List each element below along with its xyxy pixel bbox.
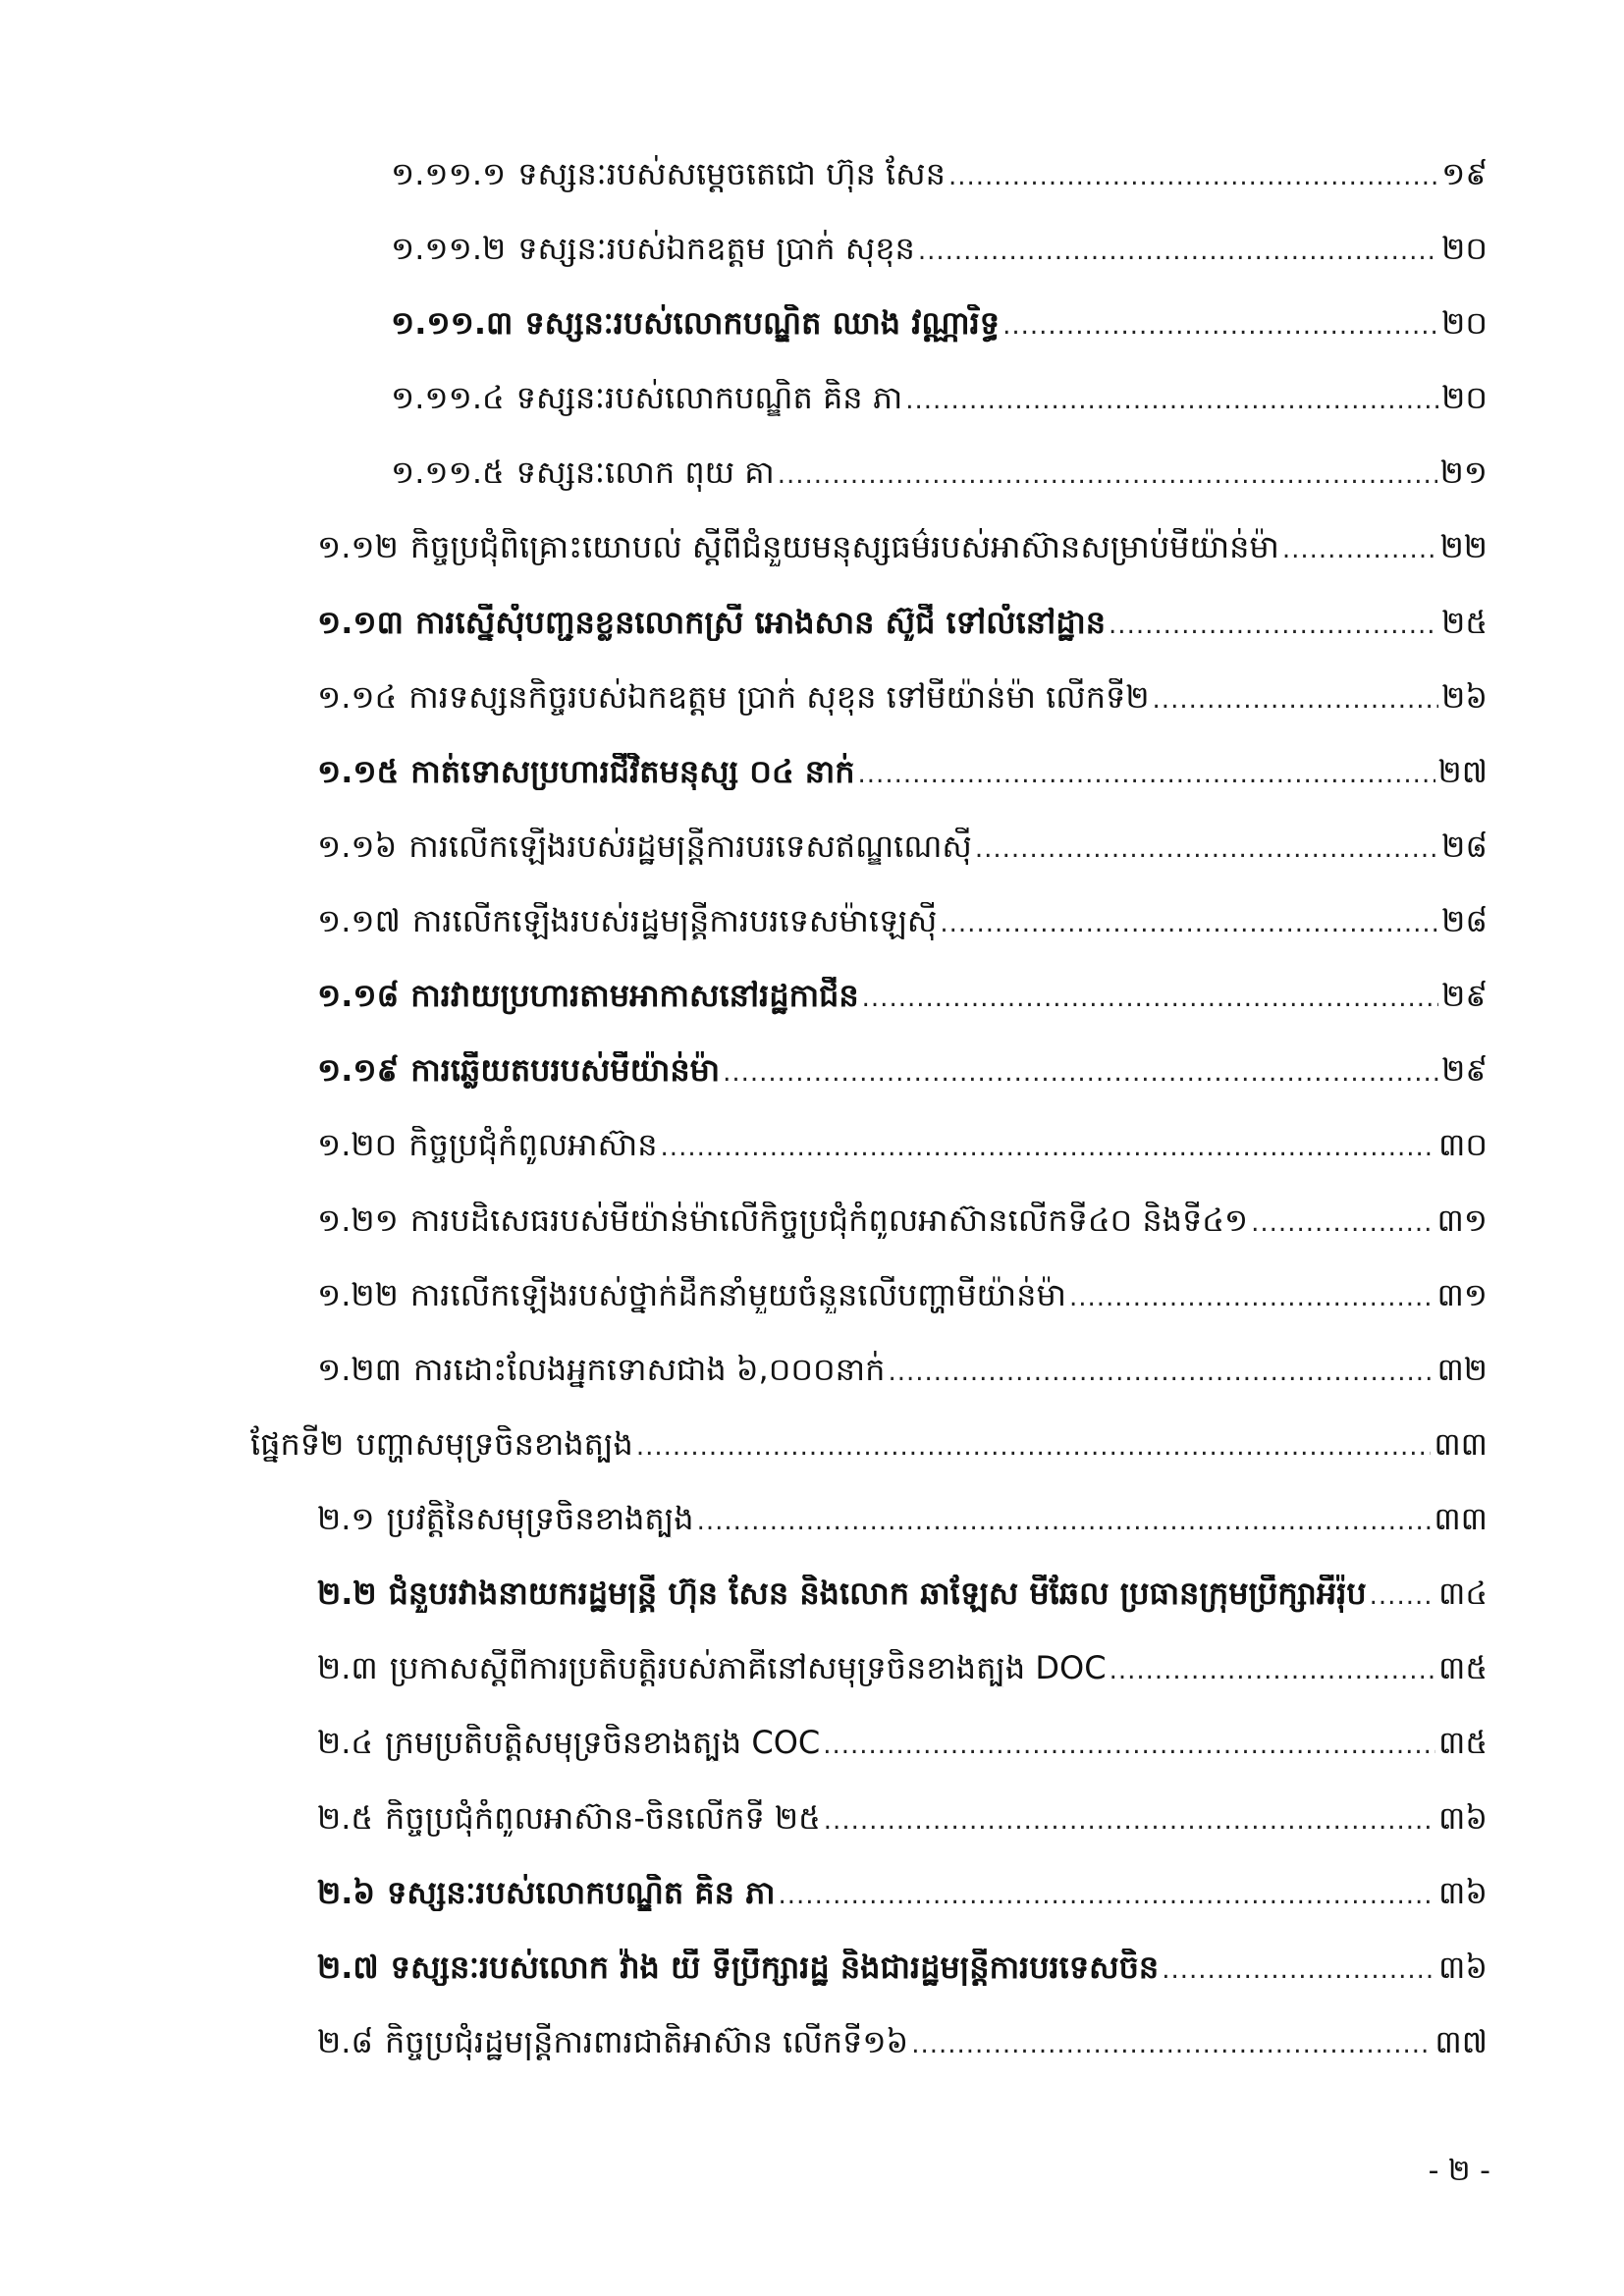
toc-entry-page: ២០ <box>1441 379 1488 417</box>
toc-entry-number: ២.១ <box>317 1500 375 1538</box>
toc-entry-number: ២.២ <box>317 1575 377 1613</box>
toc-entry-number: ១.១៥ <box>317 752 400 790</box>
toc-leader-dots <box>1282 535 1437 565</box>
toc-leader-dots <box>1002 311 1438 342</box>
toc-entry-title: ក្រមប្រតិបត្តិសមុទ្រចិនខាងត្បូង COC <box>385 1724 821 1762</box>
toc-leader-dots <box>888 1358 1434 1388</box>
toc-leader-dots <box>636 1432 1432 1463</box>
toc-entry <box>0 1556 1624 1630</box>
toc-entry <box>0 1706 1624 1781</box>
toc-entry-page: ៣៦ <box>1438 1948 1488 1986</box>
toc-leader-dots <box>778 460 1437 491</box>
toc-entry-page: ៣១ <box>1436 1275 1488 1313</box>
toc-entry-title: ទស្សនៈរបស់លោកបណ្ឌិត គិន ភា <box>515 379 903 417</box>
toc-entry-page: ៣៤ <box>1438 1575 1488 1613</box>
toc-entry-number: ២.៥ <box>317 1798 374 1837</box>
toc-entry-title: កិច្ចប្រជុំកំពូលអាស៊ាន-ចិនលើកទី ២៥ <box>385 1798 821 1837</box>
toc-leader-dots <box>940 909 1438 939</box>
toc-leader-dots <box>823 1731 1435 1761</box>
toc-entry-title: ទស្សនៈរបស់លោកបណ្ឌិត ឈាង វណ្ណារិទ្ធ <box>524 304 1001 343</box>
toc-entry-number: ១.១៤ <box>317 677 398 716</box>
toc-entry-page: ២៨ <box>1441 827 1488 865</box>
toc-entry <box>0 1332 1624 1407</box>
toc-entry-page: ៣២ <box>1436 1350 1488 1388</box>
toc-entry-title: ទស្សនៈរបស់លោកបណ្ឌិត គិន ភា <box>387 1873 776 1911</box>
toc-entry <box>0 660 1624 734</box>
toc-entry-page: ៣៥ <box>1438 1649 1488 1687</box>
toc-leader-dots <box>697 1507 1432 1537</box>
toc-entry-title: ការឆ្លើយតបរបស់មីយ៉ាន់ម៉ា <box>410 1051 721 1090</box>
toc-entry <box>0 1631 1624 1706</box>
toc-entry-page: ៣៦ <box>1438 1798 1488 1837</box>
toc-entry <box>0 1930 1624 2004</box>
toc-entry <box>0 211 1624 286</box>
toc-entry-title: ការដោះលែងអ្នកទោសជាង ៦,០០០នាក់ <box>412 1350 886 1388</box>
toc-entry-number: ១.១១.៥ <box>391 454 505 492</box>
toc-entry <box>0 1855 1624 1930</box>
toc-entry-number: ១.១៣ <box>317 603 404 641</box>
toc-entry-title: ការវាយប្រហារតាមអាកាសនៅរដ្ឋកាជីន <box>410 977 859 1015</box>
toc-entry-page: ២៥ <box>1441 603 1488 641</box>
toc-leader-dots <box>1153 685 1439 716</box>
toc-leader-dots <box>911 2030 1432 2060</box>
toc-entry-number: ២.៧ <box>317 1948 379 1986</box>
toc-entry <box>0 585 1624 660</box>
toc-entry-page: ២៦ <box>1441 677 1488 716</box>
toc-entry-title: កិច្ចប្រជុំរដ្ឋមន្ត្រីការពារជាតិអាស៊ាន លើកទី១៦ <box>385 2022 909 2060</box>
toc-leader-dots <box>824 1806 1435 1837</box>
toc-entry-title: ទស្សនៈរបស់សម្តេចតេជោ ហ៊ុន សែន <box>517 154 946 192</box>
toc-entry-title: ការទស្សនកិច្ចរបស់ឯកឧត្តម ប្រាក់ សុខុន ទៅមីយ៉ាន់ម៉ា លើកទី២ <box>408 677 1150 716</box>
toc-entry-number: ២.៨ <box>317 2022 374 2060</box>
toc-entry <box>0 360 1624 435</box>
toc-entry-title: កាត់ទោសប្រហារជីវិតមនុស្ស ០៤ នាក់ <box>410 752 855 790</box>
toc-entry-title: ការបដិសេធរបស់មីយ៉ាន់ម៉ាលើកិច្ចប្រជុំកំពូលអាស៊ានលើកទី៤០ និងទី៤១ <box>409 1201 1249 1239</box>
toc-entry-number: ១.១១.៣ <box>391 304 514 343</box>
toc-entry-page: ៣៣ <box>1434 1424 1488 1463</box>
toc-leader-dots <box>1110 1656 1435 1686</box>
toc-entry-title: ការលើកឡើងរបស់រដ្ឋមន្ត្រីការបរទេសឥណ្ឌូណេស៊ី <box>408 827 972 865</box>
toc-entry-title: កិច្ចប្រជុំពិគ្រោះយោបល់ ស្តីពីជំនួយមនុស្សធម៌របស់អាស៊ានសម្រាប់មីយ៉ាន់ម៉ា <box>409 528 1279 566</box>
toc-entry <box>0 436 1624 510</box>
toc-entry-number: ១.២៣ <box>317 1350 402 1388</box>
toc-entry-number: ១.២០ <box>317 1126 398 1164</box>
toc-entry-number: ១.១២ <box>317 528 399 566</box>
toc-entry-page: ៣១ <box>1436 1201 1488 1239</box>
toc-entry-page: ២០ <box>1441 304 1488 343</box>
toc-entry <box>0 136 1624 211</box>
toc-entry-page: ៣៦ <box>1438 1873 1488 1911</box>
toc-section-title: បញ្ហាសមុទ្រចិនខាងត្បូង <box>355 1424 633 1463</box>
toc-entry <box>0 286 1624 360</box>
toc-entry <box>0 734 1624 809</box>
toc-leader-dots <box>1162 1955 1435 1986</box>
toc-section-heading <box>0 1407 1624 1481</box>
toc-entry-page: ២០ <box>1441 229 1488 267</box>
toc-entry-page: ១៩ <box>1441 154 1488 192</box>
toc-entry-title: ការស្នើសុំបញ្ជូនខ្លួនលោកស្រី អោងសាន ស៊ូជី ទៅលំនៅដ្ឋាន <box>414 603 1107 641</box>
toc-entry-page: ៣៥ <box>1438 1724 1488 1762</box>
toc-entry-number: ១.១៦ <box>317 827 398 865</box>
toc-leader-dots <box>1109 611 1438 641</box>
toc-leader-dots <box>862 984 1438 1014</box>
toc-entry-page: ២៩ <box>1441 1051 1488 1090</box>
toc-entry-page: ៣៣ <box>1434 1500 1488 1538</box>
toc-entry <box>0 1183 1624 1257</box>
toc-leader-dots <box>1370 1581 1435 1612</box>
toc-entry <box>0 2004 1624 2079</box>
toc-entry <box>0 958 1624 1033</box>
toc-entry-number: ១.១១.២ <box>391 229 507 267</box>
toc-entry-page: ២៨ <box>1441 902 1488 940</box>
toc-entry-number: ១.២១ <box>317 1201 399 1239</box>
toc-entry <box>0 1108 1624 1183</box>
toc-entry-title: កិច្ចប្រជុំកំពូលអាស៊ាន <box>408 1126 658 1164</box>
toc-entry <box>0 1481 1624 1556</box>
toc-entry-number: ១.២២ <box>317 1275 399 1313</box>
toc-leader-dots <box>1251 1208 1434 1239</box>
toc-entry-number: ១.១១.៤ <box>391 379 505 417</box>
toc-leader-dots <box>918 237 1438 267</box>
toc-entry-title: ទស្សនៈលោក ពុយ គា <box>515 454 775 492</box>
toc-entry-number: ១.១១.១ <box>391 154 507 192</box>
toc-section-number: ផ្នែកទី២ <box>250 1424 345 1463</box>
toc-entry-number: ១.១៧ <box>317 902 401 940</box>
toc-leader-dots <box>975 834 1438 865</box>
toc-entry <box>0 1257 1624 1332</box>
toc-entry-number: ២.៦ <box>317 1873 376 1911</box>
toc-entry-page: ២៩ <box>1441 977 1488 1015</box>
toc-entry-page: ៣៧ <box>1435 2022 1488 2060</box>
toc-entry-title: ប្រវត្តិនៃសមុទ្រចិនខាងត្បូង <box>386 1500 694 1538</box>
toc-leader-dots <box>661 1133 1435 1163</box>
toc-entry-page: ២៧ <box>1437 752 1488 790</box>
toc-entry <box>0 809 1624 883</box>
toc-leader-dots <box>948 162 1438 192</box>
toc-leader-dots <box>858 760 1435 790</box>
toc-entry-page: ៣០ <box>1438 1126 1488 1164</box>
toc-leader-dots <box>779 1881 1435 1911</box>
toc-entry-title: ទស្សនៈរបស់លោក វ៉ាង យី ទីប្រឹក្សារដ្ឋ និងជារដ្ឋមន្ត្រីការបរទេសចិន <box>390 1948 1160 1986</box>
toc-leader-dots <box>723 1058 1438 1089</box>
toc-leader-dots <box>1069 1283 1434 1313</box>
toc-entry-number: ២.៤ <box>317 1724 374 1762</box>
toc-entry-page: ២១ <box>1439 454 1488 492</box>
toc-entry-number: ១.១៩ <box>317 1051 400 1090</box>
toc-entry-title: ទស្សនៈរបស់ឯកឧត្តម ប្រាក់ សុខុន <box>517 229 915 267</box>
toc-entry-title: ការលើកឡើងរបស់ថ្នាក់ដឹកនាំមួយចំនួនលើបញ្ហាមីយ៉ាន់ម៉ា <box>409 1275 1066 1313</box>
toc-entry <box>0 510 1624 585</box>
toc-entry <box>0 1781 1624 1855</box>
toc-leader-dots <box>905 386 1438 416</box>
toc-entry-title: ការលើកឡើងរបស់រដ្ឋមន្ត្រីការបរទេសម៉ាឡេស៊ី <box>411 902 938 940</box>
toc-entry-number: ២.៣ <box>317 1649 378 1687</box>
table-of-contents <box>0 136 1624 2079</box>
page-number: - ២ - <box>1428 2154 1490 2188</box>
toc-entry-page: ២២ <box>1439 528 1488 566</box>
toc-entry-title: ជំនួបរវាងនាយករដ្ឋមន្ត្រី ហ៊ុន សែន និងលោក ឆាឡែស មីឆែល ប្រធានក្រុមប្រឹក្សាអឺរ៉ុប <box>388 1575 1367 1613</box>
toc-entry <box>0 1034 1624 1108</box>
toc-entry-number: ១.១៨ <box>317 977 400 1015</box>
toc-entry-title: ប្រកាសស្តីពីការប្រតិបត្តិរបស់ភាគីនៅសមុទ្រចិនខាងត្បូង DOC <box>389 1649 1107 1687</box>
toc-entry <box>0 883 1624 958</box>
